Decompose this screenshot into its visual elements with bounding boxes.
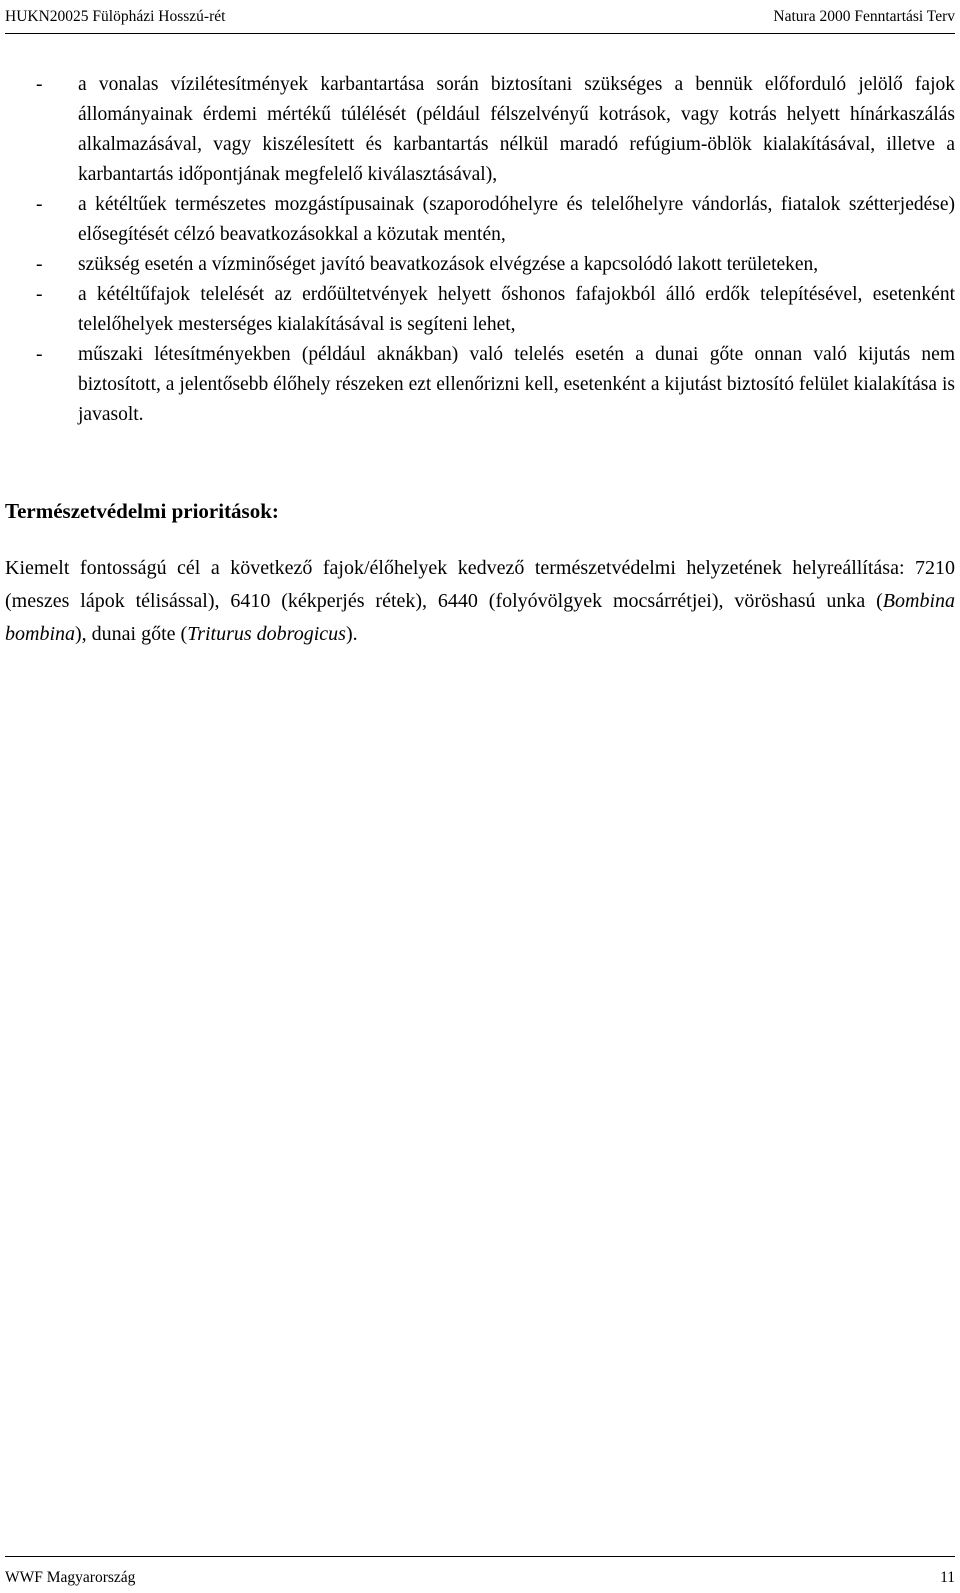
list-item: [5, 250, 955, 280]
header-document-title: HUKN20025 Fülöpházi Hosszú-rét: [5, 8, 226, 25]
list-item-text: a kétéltűek természetes mozgástípusainak (szaporodóhelyre és telelőhelyre vándorlás, fiatalok szétterjedése) elősegítését célzó beavatkozásokkal a közutak mentén,: [78, 194, 955, 245]
list-item-text: műszaki létesítményekben (például aknákban) való telelés esetén a dunai gőte onnan való kijutás nem biztosított, a jelentősebb élőhely részeken ezt ellenőrizni kell, esetenként a kijutást biztosító felület kialakítása is javasolt.: [78, 344, 955, 425]
list-item: [5, 340, 955, 430]
species-name: Bombina bombina: [5, 590, 955, 645]
page-number: 11: [940, 1569, 955, 1586]
list-item: [5, 190, 955, 250]
list-dash: -: [36, 194, 43, 215]
priorities-text: Kiemelt fontosságú cél a következő fajok/élőhelyek kedvező természetvédelmi helyzetének helyreállítása: 7210 (meszes lápok télisással), 6410 (kékperjés rétek), 6440 (folyóvölgyek mocsárrétjei), vöröshasú unka (: [5, 557, 955, 612]
footer-organization: WWF Magyarország: [5, 1569, 136, 1586]
priorities-text: ), dunai gőte (: [75, 623, 188, 645]
list-item: [5, 280, 955, 340]
measures-list: [5, 70, 955, 430]
list-dash: -: [36, 344, 43, 365]
list-dash: -: [36, 284, 43, 305]
priorities-text: ).: [345, 623, 358, 645]
header-plan-title: Natura 2000 Fenntartási Terv: [773, 8, 955, 25]
list-dash: -: [36, 254, 43, 275]
list-item-text: szükség esetén a vízminőséget javító beavatkozások elvégzése a kapcsolódó lakott területeken,: [78, 254, 819, 275]
page-header: [5, 0, 955, 34]
list-item-text: a kétéltűfajok telelését az erdőültetvények helyett őshonos fafajokból álló erdők telepítésével, esetenként telelőhelyek mesterséges kialakításával is segíteni lehet,: [78, 284, 955, 335]
priorities-paragraph: [5, 552, 955, 651]
species-name: Triturus dobrogicus: [187, 623, 346, 645]
list-item: [5, 70, 955, 190]
list-dash: -: [36, 74, 43, 95]
section-heading: Természetvédelmi prioritások:: [5, 499, 279, 523]
page-content: [5, 70, 955, 651]
page-footer: [5, 1556, 955, 1586]
list-item-text: a vonalas vízilétesítmények karbantartása során biztosítani szükséges a bennük előforduló jelölő fajok állományainak érdemi mértékű túlélését (például félszelvényű kotrások, vagy kotrás helyett hínárkaszálás alkalmazásával, vagy kiszélesített és karbantartás nélkül maradó refúgium-öblök kialakításával, illetve a karbantartás időpontjának megfelelő kiválasztásával),: [78, 74, 955, 185]
